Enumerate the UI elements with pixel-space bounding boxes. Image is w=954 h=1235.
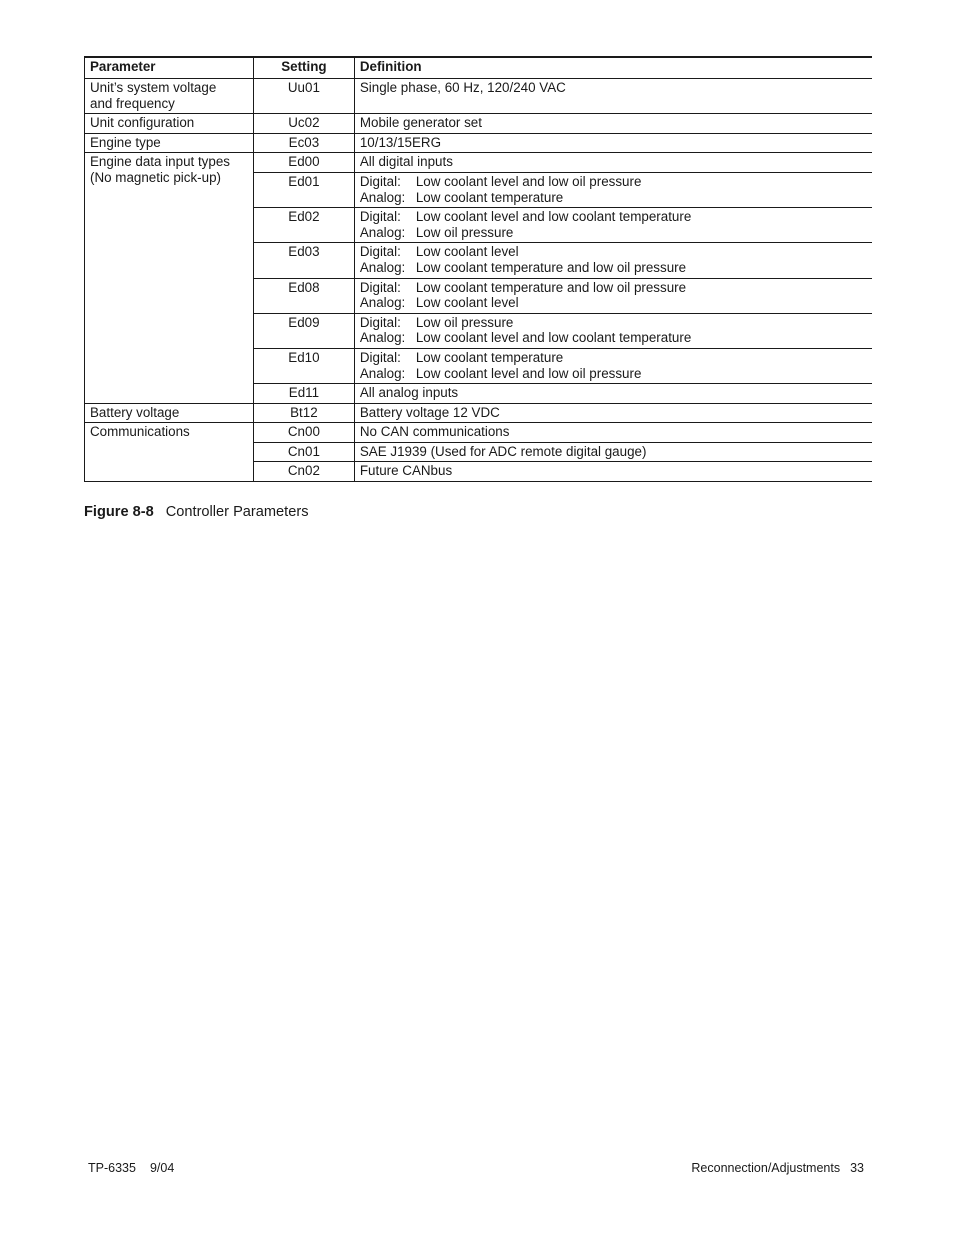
definition-cell: Mobile generator set xyxy=(354,114,872,134)
setting-cell: Ed01 xyxy=(253,172,354,207)
analog-label: Analog: xyxy=(359,365,406,381)
table-row xyxy=(85,403,873,423)
table-row xyxy=(85,79,873,114)
analog-value: Low coolant level xyxy=(415,295,519,311)
digital-label: Digital: xyxy=(359,279,401,295)
figure-number: Figure 8-8 xyxy=(84,504,154,520)
digital-label: Digital: xyxy=(359,349,401,365)
definition-cell xyxy=(354,278,872,313)
setting-cell: Ec03 xyxy=(253,133,354,153)
digital-value: Low coolant temperature and low oil pressure xyxy=(415,279,687,295)
analog-value: Low oil pressure xyxy=(415,224,514,240)
definition-cell: SAE J1939 (Used for ADC remote digital gauge) xyxy=(354,442,872,462)
parameter-cell: Communications xyxy=(85,423,254,482)
doc-date: 9/04 xyxy=(149,1161,175,1175)
header-parameter: Parameter xyxy=(85,57,254,79)
analog-label: Analog: xyxy=(359,330,406,346)
definition-cell: 10/13/15ERG xyxy=(354,133,872,153)
footer-doc-info xyxy=(88,1161,174,1175)
setting-cell: Ed11 xyxy=(253,384,354,404)
analog-label: Analog: xyxy=(359,295,406,311)
analog-label: Analog: xyxy=(359,224,406,240)
setting-cell: Ed03 xyxy=(253,243,354,278)
digital-label: Digital: xyxy=(359,314,401,330)
analog-value: Low coolant level and low coolant temperature xyxy=(415,330,692,346)
analog-value: Low coolant temperature xyxy=(415,189,564,205)
definition-cell xyxy=(354,208,872,243)
doc-id: TP-6335 xyxy=(88,1161,136,1175)
table-header-row xyxy=(85,57,873,79)
parameter-cell: Engine type xyxy=(85,133,254,153)
setting-cell: Ed10 xyxy=(253,348,354,383)
table-row xyxy=(85,423,873,443)
setting-cell: Ed00 xyxy=(253,153,354,173)
definition-cell: Battery voltage 12 VDC xyxy=(354,403,872,423)
definition-cell xyxy=(354,243,872,278)
setting-cell: Ed08 xyxy=(253,278,354,313)
digital-value: Low coolant level and low oil pressure xyxy=(415,173,642,189)
analog-value: Low coolant level and low oil pressure xyxy=(415,365,642,381)
digital-value: Low oil pressure xyxy=(415,314,514,330)
definition-cell: Future CANbus xyxy=(354,462,872,482)
analog-value: Low coolant temperature and low oil pressure xyxy=(415,259,687,275)
parameter-line: (No magnetic pick-up) xyxy=(90,169,221,185)
table-row xyxy=(85,133,873,153)
parameter-line: Engine data input types xyxy=(90,154,230,170)
digital-label: Digital: xyxy=(359,244,401,260)
parameter-cell: Battery voltage xyxy=(85,403,254,423)
table-row xyxy=(85,114,873,134)
section-name: Reconnection/Adjustments xyxy=(691,1161,841,1175)
parameter-cell xyxy=(85,79,254,114)
analog-label: Analog: xyxy=(359,259,406,275)
header-definition: Definition xyxy=(354,57,872,79)
parameter-line: and frequency xyxy=(90,95,175,111)
parameter-cell xyxy=(85,153,254,403)
definition-cell: All analog inputs xyxy=(354,384,872,404)
header-setting: Setting xyxy=(253,57,354,79)
setting-cell: Cn00 xyxy=(253,423,354,443)
digital-label: Digital: xyxy=(359,209,401,225)
definition-cell: No CAN communications xyxy=(354,423,872,443)
setting-cell: Uu01 xyxy=(253,79,354,114)
footer-page-info xyxy=(691,1161,864,1175)
setting-cell: Ed09 xyxy=(253,313,354,348)
definition-cell: Single phase, 60 Hz, 120/240 VAC xyxy=(354,79,872,114)
setting-cell: Cn02 xyxy=(253,462,354,482)
definition-cell xyxy=(354,172,872,207)
analog-label: Analog: xyxy=(359,189,406,205)
table-row xyxy=(85,153,873,173)
digital-value: Low coolant temperature xyxy=(415,349,564,365)
definition-cell xyxy=(354,313,872,348)
figure-caption xyxy=(84,504,309,520)
setting-cell: Ed02 xyxy=(253,208,354,243)
digital-value: Low coolant level and low coolant temperature xyxy=(415,209,692,225)
digital-value: Low coolant level xyxy=(415,244,519,260)
setting-cell: Cn01 xyxy=(253,442,354,462)
page-number: 33 xyxy=(850,1161,864,1175)
parameter-cell: Unit configuration xyxy=(85,114,254,134)
setting-cell: Uc02 xyxy=(253,114,354,134)
definition-cell xyxy=(354,348,872,383)
digital-label: Digital: xyxy=(359,173,401,189)
definition-cell: All digital inputs xyxy=(354,153,872,173)
controller-parameters-table xyxy=(84,56,872,482)
setting-cell: Bt12 xyxy=(253,403,354,423)
parameter-line: Unit’s system voltage xyxy=(90,80,217,95)
figure-title: Controller Parameters xyxy=(165,504,309,520)
